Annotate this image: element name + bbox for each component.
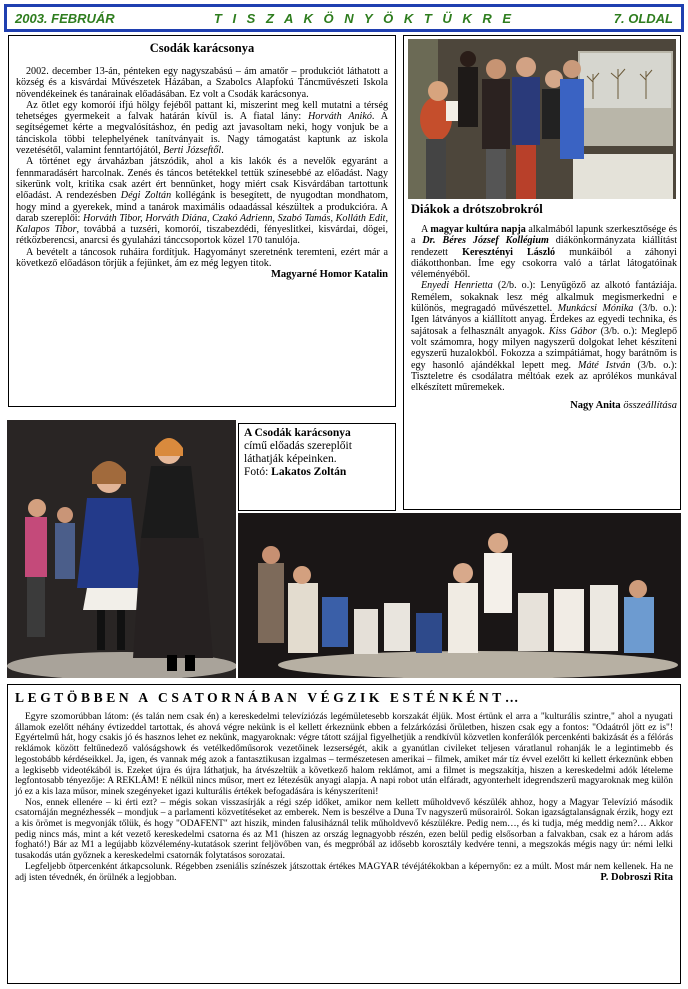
article-title: LEGTÖBBEN A CSATORNÁBAN VÉGZIK ESTÉNKÉNT… (15, 690, 522, 705)
paragraph: Nos, ennek ellenére – ki érti ezt? – mégis sokan visszasírják a régi szép időket, amikor nem kellett műholdvevő készülék ahhoz, hogy a Magyar Televízió második csatornáján megnézhessék – mondjuk – a parlamenti közvetítéseket az emberek. Nem is beszélve a Duna Tv nagyszerű műsorairól. Sokan igazságtalanságnak érzik, hogy ezt a kis örömet is megvonják tőlük, és hogy "ODAFENT" azt hiszik, minden falusiháznál telik műholdvevő készülékre. Pedig nem…, és ki tudja, még meddig nem?… Akkor pedig nincs más, mint a két vezető kereskedelmi csatorna és az M1 (hiszen az ország legnagyobb részén, ezen belül pedig elsősorban a falvakban, csak ez a három adás fogható!) Bár az M1 a legújabb közvélemény-kutatások szerint feljövőben van, és megpróbál az idősebb korosztály kedvére tenni, a megszokás mégis nagy úr: némi lelki tusakodás után győznek a kereskedelmi csatornák folytatásos sorozatai. (15, 797, 673, 862)
article-title: Csodák karácsonya (149, 41, 255, 55)
paragraph: A magyar kultúra napja alkalmából lapunk szerkesztősége és a Dr. Béres József Kollégium diákönkormányzata kiállítást rendezett Keresztényi László munkáiból a záhonyi diákotthonban. Íme egy csokorra való a tárlat látogatóinak véleményéből. (411, 224, 678, 281)
caption-title: A Csodák karácsonya (244, 427, 351, 439)
dancers-photo-image (7, 420, 236, 678)
header-page-number: 7. OLDAL (613, 10, 673, 26)
exhibition-photo-image (408, 39, 676, 199)
article-signature: Nagy Anita összeállítása (570, 400, 677, 412)
caption-text: A Csodák karácsonya című előadás szereplőit láthatják képeinken. Fotó: Lakatos Zoltán (244, 427, 352, 478)
paragraph: Az ötlet egy komoróí ifjú hölgy fejéből pattant ki, miszerint meg kell mutatni a térség tehetséges gyermekeit a falvak határán kívül is. A fiatal lány: Horváth Anikó. A segítségemet kérte a megvalósításhoz, én pedig azt javasoltam neki, hogy vonjuk be a tánciskola többi telephelyének tanítványait is. Nagy támogatást kaptunk az iskola vezetésétől, valamint fenntartójától, Berti Józseftől. (16, 99, 388, 157)
paragraph: A bevételt a táncosok ruháira fordítjuk. Hagyományt szeretnénk teremteni, ezért már a következő előadáson törjük a fejünket, ám ez még legyen titok. Magyarné Homor Katalin (16, 246, 388, 281)
paragraph: Legfeljebb ötpercenként átkapcsolunk. Régebben zseniális színészek játszottak értékes MAGYAR tévéjátékokban a képernyőn: ez a múlt. Most már nem kellenek. Ha ne adj isten tévednék, én örülnék a legjobban. P. Dobroszi Rita (15, 861, 673, 883)
article-signature: Magyarné Homor Katalin (270, 269, 388, 281)
exhibition-photo (408, 39, 676, 199)
performance-photo-group (238, 513, 681, 678)
article-signature: P. Dobroszi Rita (600, 871, 673, 883)
performance-photo-dancers (7, 420, 236, 678)
group-photo-image (238, 513, 681, 678)
paragraph: Egyre szomorúbban látom: (és talán nem csak én) a kereskedelmi televíziózás legémületesebb korszakát éljük. Most értünk el arra a "kulturális szintre," ahol a nyugati államok ezelőtt néhány évtizeddel tartottak, és ahová végre nekünk is el kellett érkeznünk ebben a felzárkózási őrületben, hiszen csak egy a fontos: "Odaátról jött ez is"! Egyértelmű hát, hogy csakis jó és hasznos lehet ez nekünk, magyaroknak: végre tátott szájjal figyelhetjük a rendkívül közvetlen konferálók percenkénti bakizását és a félórás reklámok között feltűnedező valóságshowk és vetélkedőműsorok vezetőinek lezserségét, akik a gyanútlan civileket teljesen váratlanul rohanják le a legintimebb és legostobább kérdéseikkel. Ja, igen, és vannak még azok a fantasztikusan izgalmas – természetesen amerikai – filmek, amiket már tíz évvel ezelőtt ki kellett érkeznünk ebben a legkisebb videotékából is. Ezeket újra és újra láthatjuk, ha átvészeltük a következő halom reklámot, ami a filmet is megszakítja, hiszen a kereskedelmi adók lételeme legfontosabb tényezője: A REKLÁM! E nélkül nincs műsor, mert ez létezésük anyagi alapja. A napi robot után elfáradt, agyonterhelt idegrendszerű magyaroknak meg külön jó ez a kis laza műsor, minek szegényeket igazi kulturális értékek befogadására is kényszeríteni! (15, 712, 673, 797)
page-header (4, 4, 684, 32)
photographer-name: Lakatos Zoltán (271, 466, 347, 478)
article-title: Diákok a drótszobrokról (411, 202, 543, 216)
article-legtobben-a-csatornaban (7, 684, 681, 984)
photo-caption (238, 423, 396, 511)
header-date: 2003. FEBRUÁR (15, 10, 115, 26)
paragraph: Enyedi Henrietta (2/b. o.): Lenyűgöző az alkotó fantáziája. Remélem, sokaknak lesz még alkalmuk megismerkedni e különös, megragadó művészettel. Munkácsi Mónika (3/b. o.): Igen látványos a kiállított anyag. Érdekes az egyedi technika, és sajátosak a felhasznált anyagok. Kiss Gábor (3/b. o.): Meglepő volt számomra, hogy milyen nagyszerű dolgokat lehet készíteni egyszerű huzalokból. Fokozza a szimpátiámat, hogy barátnőm is egy hasonló ajándékkal lepett meg. Máté István (3/b. o.): Tiszteletre és csodálatra méltóak ezek az aprólékos munkával elkészített műremekek. (411, 280, 677, 394)
paragraph: A történet egy árvaházban játszódik, ahol a kis lakók és a nevelők egyaránt a fennmaradásért harcolnak. Zenés és táncos betétekkel tettük színesebbé az előadást. Nagy sikerünk volt, kritika csak azért ért bennünket, hogy miért csak Kisvárdában tartottunk előadást. A rendezésben Dégi Zoltán kollégánk is besegített, de nyugodtan mondhatom, hogy mind a gyerekek, mind a tanárok maximális odaadással készültek a produkcióra. A darab szereplői: Horváth Tibor, Horváth Diána, Czakó Adrienn, Szabó Tamás, Kolláth Edit, Kalapos Tibor, továbbá a tuzséri, komoróí, tiszabezdédi, fényeslitkei, kisvárdai, dögei, rétközberencsi, anarcsi és gyulaházi tánccsoportok közel 170 tanulója. (16, 156, 389, 247)
article-body (411, 224, 677, 412)
article2-content (411, 202, 677, 412)
article-body (15, 712, 673, 883)
article-body (16, 66, 389, 281)
article-csodak-karacsonya (8, 35, 396, 407)
paragraph: 2002. december 13-án, pénteken egy nagyszabású – ám amatőr – produkciót láthatott a község és a kisvárdai Művészetek Házában, a Szabolcs Alapfokú Táncművészeti Iskola növendékeinek és tanárainak előadásában. Ez volt a Csodák karácsonya. (16, 66, 388, 100)
caption-description: című előadás szereplőit láthatják képeinken. (244, 440, 352, 465)
header-title: T I S Z A K Ö N Y Ö K T Ü K R E (213, 10, 515, 26)
article-diakok-a-drotszobrokrol (403, 35, 681, 510)
